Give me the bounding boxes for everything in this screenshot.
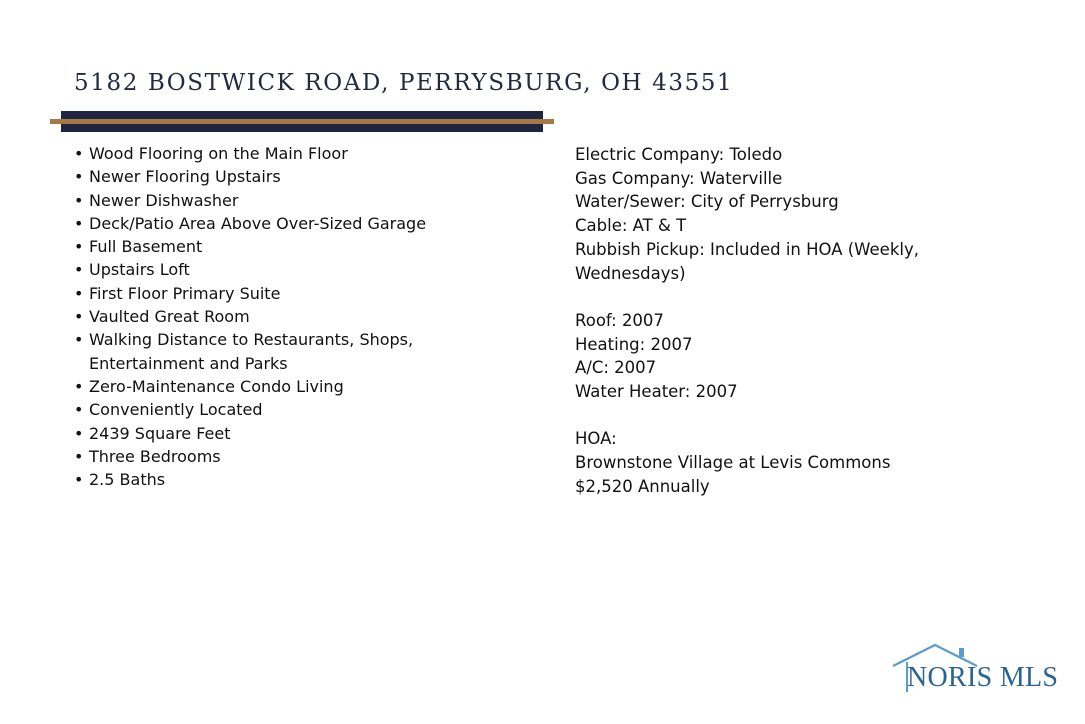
hoa-fee: $2,520 Annually [575,476,710,496]
feature-text: Three Bedrooms [89,446,221,466]
bullet-icon: • [74,144,84,163]
feature-item [74,305,474,328]
hoa-name: Brownstone Village at Levis Commons [575,453,891,473]
bullet-icon: • [74,260,84,280]
heating-year: Heating: 2007 [575,334,693,354]
feature-text: Vaulted Great Room [89,307,250,327]
feature-text: Upstairs Loft [89,260,190,280]
feature-text: Walking Distance to Restaurants, Shops, Entertainment and Parks [89,330,414,373]
gas-company: Gas Company: Waterville [575,168,783,188]
feature-item [74,165,474,188]
feature-item [74,258,474,281]
bullet-icon: • [74,400,84,420]
cable: Cable: AT & T [575,216,687,236]
feature-item [74,142,474,165]
noris-mls-logo [891,640,1066,696]
bullet-icon: • [74,423,84,443]
bullet-icon: • [74,470,84,490]
feature-item [74,282,474,305]
title-divider-gold [50,119,554,124]
feature-item [74,468,474,491]
spacer [575,285,975,309]
water-sewer: Water/Sewer: City of Perrysburg [575,192,839,212]
feature-item [74,445,474,468]
feature-text: 2.5 Baths [89,470,166,490]
feature-text: Conveniently Located [89,400,263,420]
bullet-icon: • [74,307,84,327]
feature-text: First Floor Primary Suite [89,283,281,303]
feature-text: Wood Flooring on the Main Floor [89,144,348,163]
electric-company: Electric Company: Toledo [575,145,783,164]
page-title: 5182 BOSTWICK ROAD, PERRYSBURG, OH 43551 [74,70,734,96]
hoa-label: HOA: [575,429,617,449]
feature-text: Full Basement [89,237,203,257]
bullet-icon: • [74,190,84,210]
feature-item [74,398,474,421]
feature-text: Newer Dishwasher [89,190,239,210]
property-info [575,143,975,499]
rubbish-pickup: Rubbish Pickup: Included in HOA (Weekly, Wednesdays) [575,239,925,283]
bullet-icon: • [74,330,84,350]
spacer [575,404,975,428]
bullet-icon: • [74,237,84,257]
feature-item [74,328,474,375]
feature-item [74,212,474,235]
feature-text: 2439 Square Feet [89,423,231,443]
feature-text: Newer Flooring Upstairs [89,167,281,187]
feature-text: Zero-Maintenance Condo Living [89,376,344,396]
feature-item [74,375,474,398]
bullet-icon: • [74,167,84,187]
bullet-icon: • [74,446,84,466]
bullet-icon: • [74,283,84,303]
water-heater-year: Water Heater: 2007 [575,382,738,402]
bullet-icon: • [74,376,84,396]
ac-year: A/C: 2007 [575,358,657,378]
bullet-icon: • [74,213,84,233]
roof-year: Roof: 2007 [575,310,664,330]
feature-item [74,189,474,212]
logo-text: NORIS MLS [907,662,1059,693]
feature-item [74,235,474,258]
feature-item [74,422,474,445]
features-list [74,142,474,491]
feature-text: Deck/Patio Area Above Over-Sized Garage [89,213,427,233]
